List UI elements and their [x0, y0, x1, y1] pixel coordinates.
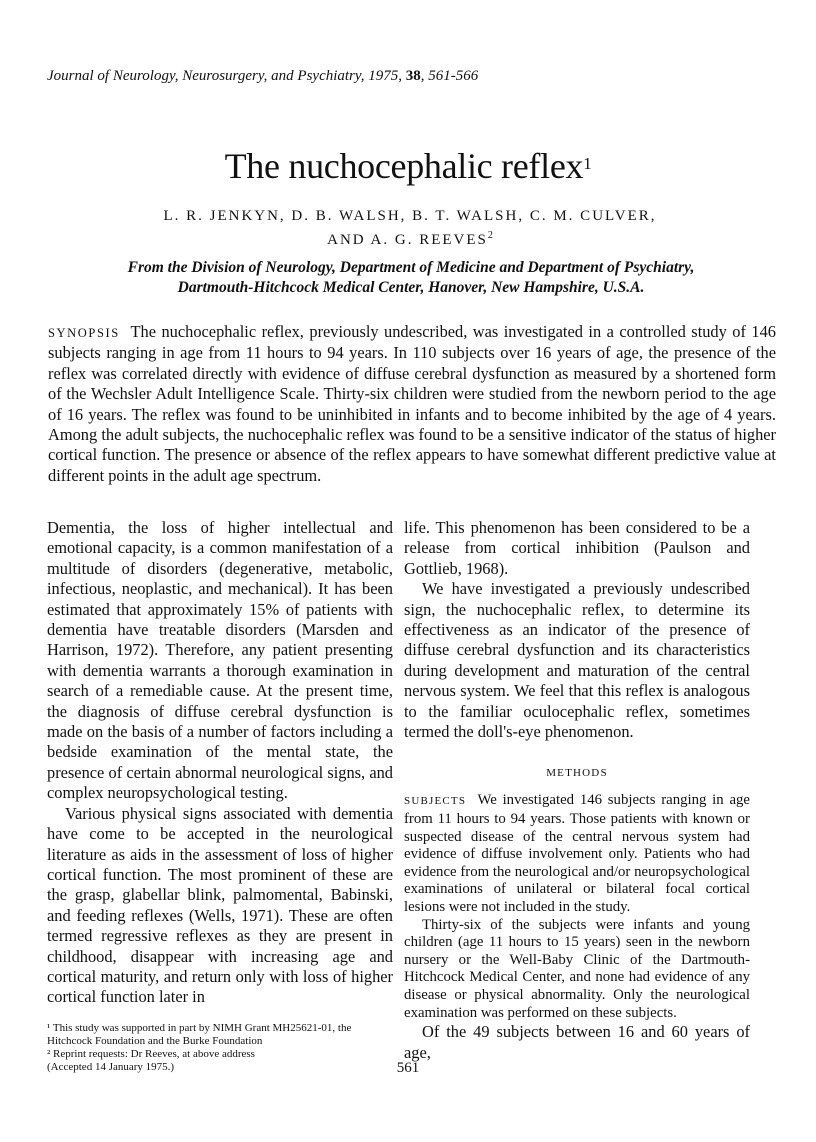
footnote-1: ¹ This study was supported in part by NIMH Grant MH25621-01, the Hitchcock Foundation and the Burke Foundation — [47, 1022, 352, 1047]
body-paragraph-3: life. This phenomenon has been considered to be a release from cortical inhibition (Paulson and Gottlieb, 1968). — [404, 518, 750, 578]
right-column — [404, 518, 750, 1063]
footnote-2: ² Reprint requests: Dr Reeves, at above address — [47, 1048, 255, 1060]
authors-footnote-mark: 2 — [487, 230, 493, 241]
affiliation-line-2: Dartmouth-Hitchcock Medical Center, Hanover, New Hampshire, U.S.A. — [177, 279, 645, 296]
journal-name: Journal of Neurology, Neurosurgery, and Psychiatry — [47, 68, 361, 84]
body-paragraph-2: Various physical signs associated with dementia have come to be accepted in the neurological literature as aids in the assessment of loss of higher cortical function. The most prominent of these are the grasp, glabellar blink, palmomental, Babinski, and feeding reflexes (Wells, 1971). These are often termed regressive reflexes as they are present in childhood, disappear with increasing age and cortical maturity, and return only with loss of higher cortical function later in — [47, 803, 393, 1007]
body-paragraph-4: We have investigated a previously undescribed sign, the nuchocephalic reflex, to determine its effectiveness as an indicator of the presence of diffuse cerebral dysfunction and its characteristics during development and maturation of the central nervous system. We feel that this reflex is analogous to the familiar oculocephalic reflex, sometimes termed the doll's-eye phenomenon. — [404, 579, 750, 742]
subjects-text: We investigated 146 subjects ranging in age from 11 hours to 94 years. Those patients with known or suspected disease of the central nervous system had evidence of diffuse involvement only. Patients who had evidence from the neurological and/or neuropsychological examinations of unilateral or bilateral focal cortical lesions were not included in the study. — [404, 792, 750, 916]
journal-citation — [47, 67, 777, 85]
affiliation — [120, 258, 702, 298]
subjects-paragraph — [404, 792, 750, 916]
body-paragraph-6: Thirty-six of the subjects were infants and young children (age 11 hours to 15 years) seen in the newborn nursery or the Well-Baby Clinic of the Dartmouth-Hitchcock Medical Center, and none had evidence of any disease or physical abnormality. Only the neurological examination was performed on these subjects. — [404, 916, 750, 1021]
journal-year: , 1975, — [360, 68, 406, 84]
subjects-label: SUBJECTS — [404, 795, 467, 808]
page-number: 561 — [396, 1060, 420, 1076]
methods-heading: METHODS — [546, 767, 608, 780]
affiliation-line-1: From the Division of Neurology, Department of Medicine and Department of Psychiatry, — [127, 259, 695, 276]
footnote-accepted: (Accepted 14 January 1975.) — [47, 1061, 175, 1073]
synopsis-label: SYNOPSIS — [48, 326, 120, 340]
journal-pages: , 561-566 — [420, 68, 479, 84]
body-paragraph-1: Dementia, the loss of higher intellectual and emotional capacity, is a common manifestation of a multitude of disorders (degenerative, metabolic, infectious, neoplastic, and mechanical). It has been estimated that approximately 15% of patients with dementia have treatable disorders (Marsden and Harrison, 1972). Therefore, any patient presenting with dementia warrants a thorough examination in search of a remediable cause. At the present time, the diagnosis of diffuse cerebral dysfunction is made on the basis of a number of factors including a bedside examination of the mental state, the presence of certain abnormal neurological signs, and complex neuropsychological testing. — [47, 518, 393, 803]
journal-volume: 38 — [405, 68, 421, 84]
title-text: The nuchocephalic reflex — [224, 146, 584, 186]
authors-line-2-text: AND A. G. REEVES — [327, 232, 488, 248]
authors-line-2 — [90, 226, 730, 250]
synopsis-text: The nuchocephalic reflex, previously undescribed, was investigated in a controlled study of 146 subjects ranging in age from 11 hours to 94 years. In 110 subjects over 16 years of age, the presence of the reflex was correlated directly with evidence of diffuse cerebral dysfunction as measured by a shortened form of the Wechsler Adult Intelligence Scale. Thirty-six children were studied from the newborn period to the age of 16 years. The reflex was found to be uninhibited in infants and to become inhibited by the age of 4 years. Among the adult subjects, the nuchocephalic reflex was found to be a sensitive indicator of the status of higher cortical function. The presence or absence of the reflex appears to have somewhat different predictive value at different points in the adult age spectrum. — [48, 322, 777, 485]
authors-line-1: L. R. JENKYN, D. B. WALSH, B. T. WALSH, C. M. CULVER, — [163, 208, 657, 224]
synopsis — [48, 322, 776, 486]
article-title — [0, 145, 816, 187]
title-footnote-mark: 1 — [583, 154, 592, 173]
author-list — [90, 206, 730, 250]
body-paragraph-7: Of the 49 subjects between 16 and 60 years of age, — [404, 1022, 750, 1062]
left-column — [47, 518, 393, 1008]
